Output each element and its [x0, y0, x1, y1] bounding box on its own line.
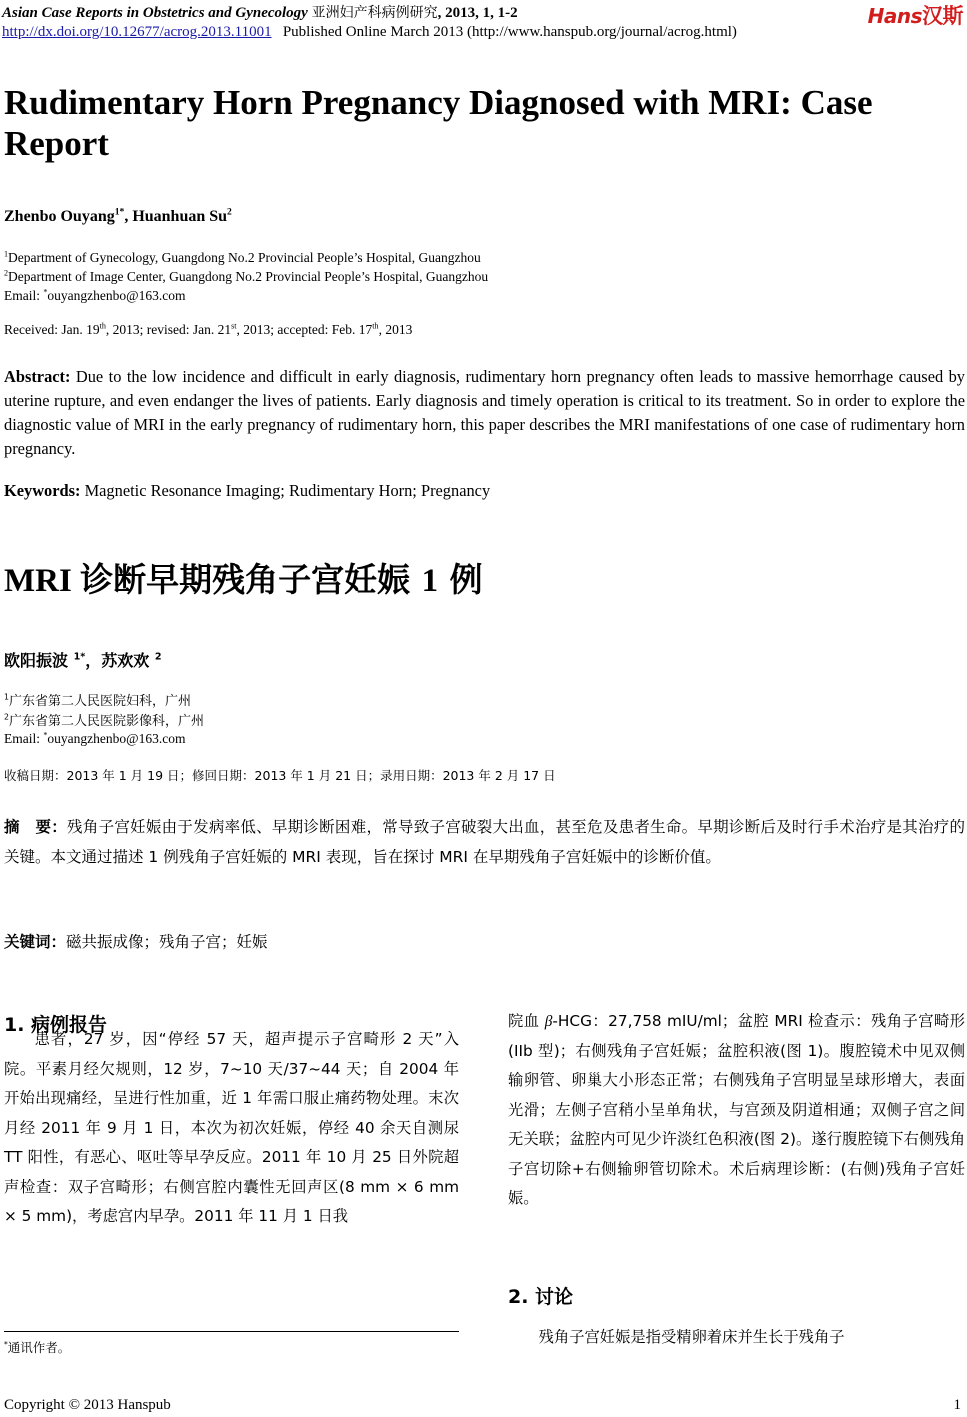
footnote: *通讯作者。 — [4, 1339, 71, 1355]
paper-title-cn: MRI 诊断早期残角子宫妊娠 1 例 — [4, 560, 483, 599]
authors-en: Zhenbo Ouyang$^{1*}$, Huanhuan Su$^2$ — [4, 206, 232, 225]
section-1-left-column: 患者，27 岁，因“停经 57 天，超声提示子宫畸形 2 天”入院。平素月经欠规则，12 岁，7~10 天/37~44 天；自 2004 年开始出现痛经，呈进行性加重，近 1 年需口服止痛药物处理。末次月经 2011 年 9 月 1 日，本次为初次妊娠，停经 40 余天自测尿 TT 阳性，有恶心、呕吐等早孕反应。2011 年 10 月 25 日外院超声检查：双子宫畸形；右侧宫腔内囊性无回声区(8 mm × 6 mm × 5 mm)，考虑宫内早孕。2011 年 11 月 1 日我 — [4, 1030, 459, 1225]
email-address-cn[interactable]: ouyangzhenbo@163.com — [47, 731, 186, 746]
email-cn: Email: *ouyangzhenbo@163.com — [4, 730, 186, 746]
copyright: Copyright © 2013 Hanspub — [4, 1397, 171, 1413]
doi-link[interactable]: http://dx.doi.org/10.12677/acrog.2013.11001 — [2, 24, 272, 40]
abstract-cn-label: 摘 要： — [4, 818, 68, 836]
authors-cn: 欧阳振波 $^{1*}$，苏欢欢 $^2$ — [4, 651, 162, 670]
affiliation-en-2: $^2$Department of Image Center, Guangdong No.2 Provincial People’s Hospital, Guangzhou — [4, 268, 489, 284]
section-2-text: 残角子宫妊娠是指受精卵着床并生长于残角子 — [538, 1328, 845, 1346]
dates-en: Received: Jan. 19th, 2013; revised: Jan. 21st, 2013; accepted: Feb. 17th, 2013 — [4, 321, 413, 337]
page-number: 1 — [953, 1397, 961, 1413]
email-en: Email: *ouyangzhenbo@163.com — [4, 287, 186, 303]
section-2-heading: 2. 讨论 — [508, 1286, 574, 1308]
email-address[interactable]: ouyangzhenbo@163.com — [47, 288, 186, 303]
affiliation-cn-1: $^1$广东省第二人民医院妇科，广州 — [4, 692, 191, 709]
abstract-label: Abstract: — [4, 367, 71, 386]
affiliation-cn-2: $^2$广东省第二人民医院影像科，广州 — [4, 712, 204, 729]
published-online: Published Online March 2013 (http://www.hanspub.org/journal/acrog.html) — [282, 24, 737, 40]
journal-name-cn: 亚洲妇产科病例研究 — [311, 5, 438, 21]
keywords-en: Keywords: Magnetic Resonance Imaging; Rudimentary Horn; Pregnancy — [4, 481, 491, 500]
abstract-cn-text: 残角子宫妊娠由于发病率低、早期诊断困难，常导致子宫破裂大出血，甚至危及患者生命。早期诊断后及时行手术治疗是其治疗的关键。本文通过描述 1 例残角子宫妊娠的 MRI 表现，旨在探讨 MRI 在早期残角子宫妊娠中的诊断价值。 — [4, 818, 965, 866]
keywords-cn: 关键词：磁共振成像；残角子宫；妊娠 — [4, 933, 268, 951]
footnote-rule — [4, 1331, 459, 1332]
hanspub-logo: Hans汉斯 — [867, 4, 963, 28]
running-header-journal — [2, 2, 518, 22]
affiliation-en-1: $^1$Department of Gynecology, Guangdong No.2 Provincial People’s Hospital, Guangzhou — [4, 249, 481, 265]
running-header-doi-line — [2, 24, 737, 41]
abstract-en — [4, 365, 965, 461]
journal-volume: , 2013, 1, 1-2 — [437, 5, 518, 21]
section-1-right-column: 院血 β-HCG：27,758 mIU/ml；盆腔 MRI 检查示：残角子宫畸形(IIb 型)；右侧残角子宫妊娠；盆腔积液(图 1)。腹腔镜术中见双侧输卵管、卵巢大小形态正常；右侧残角子宫明显呈球形增大，表面光滑；左侧子宫稍小呈单角状，与宫颈及阴道相通；双侧子宫之间无关联；盆腔内可见少许淡红色积液(图 2)。遂行腹腔镜下右侧残角子宫切除+右侧输卵管切除术。术后病理诊断：(右侧)残角子宫妊娠。 — [508, 1012, 965, 1207]
abstract-cn — [4, 812, 965, 872]
section-1-heading: 1. 病例报告 — [4, 1014, 108, 1036]
dates-cn: 收稿日期：2013 年 1 月 19 日；修回日期：2013 年 1 月 21 日；录用日期：2013 年 2 月 17 日 — [4, 768, 556, 783]
journal-name-en: Asian Case Reports in Obstetrics and Gynecology — [2, 5, 308, 21]
abstract-text: Due to the low incidence and difficult in early diagnosis, rudimentary horn pregnancy often leads to massive hemorrhage caused by uterine rupture, and even endanger the lives of patients. Early diagnosis and timely operation is critical to its treatment. So in order to explore the diagnostic value of MRI in the early pregnancy of rudimentary horn, this paper describes the MRI manifestations of one case of rudimentary horn pregnancy. — [4, 367, 965, 458]
paper-title-en: Rudimentary Horn Pregnancy Diagnosed with MRI: Case Report — [4, 83, 873, 163]
